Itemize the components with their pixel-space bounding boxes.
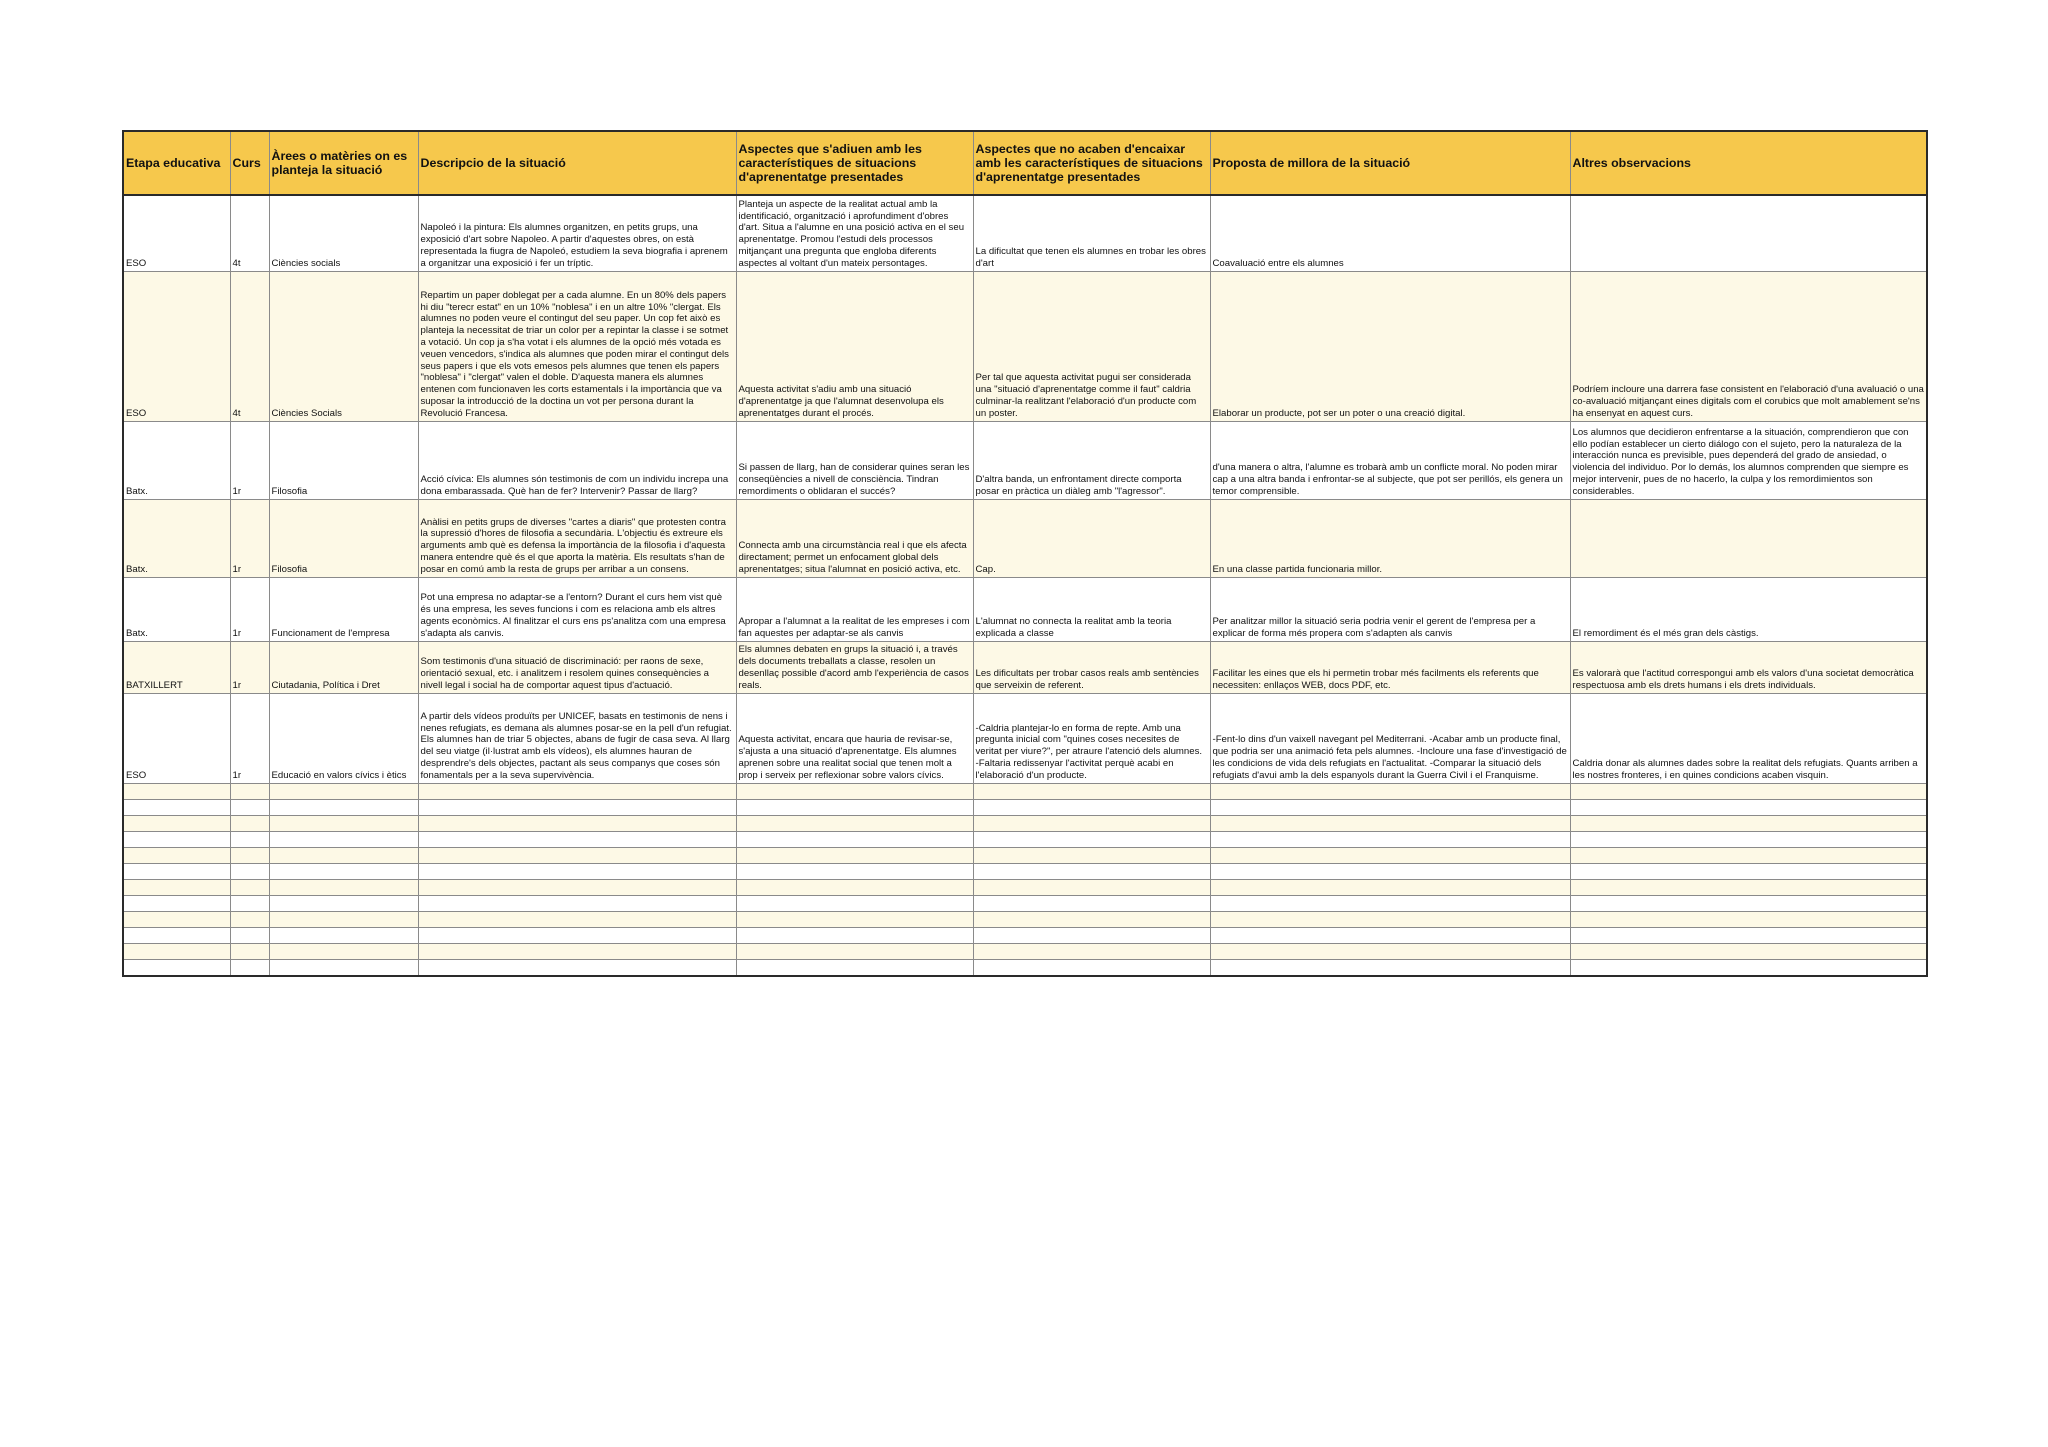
cell-etapa[interactable] [123,499,230,577]
cell-arees[interactable] [269,577,418,641]
empty-cell[interactable] [973,831,1210,847]
cell-text: 1r [232,679,242,691]
table-row [123,499,1927,577]
empty-cell[interactable] [123,911,230,927]
cell-aspectes-adiuen[interactable] [736,421,973,499]
cell-text: Batx. [126,627,148,639]
cell-text: Ciutadania, Política i Dret [271,679,380,691]
cell-text: Les dificultats per trobar casos reals amb sentències que serveixin de referent. [975,667,1199,691]
cell-text: Elaborar un producte, pot ser un poter o una creació digital. [1212,407,1466,419]
cell-text: Es valorarà que l'actitud correspongui amb els valors d'una societat democràtica respectuosa amb els drets humans i els drets individuals. [1572,667,1914,691]
header-altres-observacions: Altres observacions [1570,131,1927,195]
empty-cell[interactable] [973,927,1210,943]
empty-cell[interactable] [269,863,418,879]
empty-cell[interactable] [123,847,230,863]
cell-text: Facilitar les eines que els hi permetin trobar més facilments els referents que necessiten: enllaços WEB, docs PDF, etc. [1212,667,1539,691]
empty-row [123,863,1927,879]
cell-arees[interactable] [269,499,418,577]
cell-curs[interactable] [230,271,269,421]
empty-cell[interactable] [269,927,418,943]
situations-table [122,130,1928,977]
cell-proposta-millora[interactable] [1210,421,1570,499]
cell-aspectes-adiuen[interactable] [736,499,973,577]
header-proposta-millora: Proposta de millora de la situació [1210,131,1570,195]
cell-aspectes-adiuen[interactable] [736,693,973,783]
empty-row [123,895,1927,911]
cell-text: -Fent-lo dins d'un vaixell navegant pel Mediterrani. -Acabar amb un producte final, que podria ser una animació feta pels alumnes. -Incloure una fase d'investigació de les condicions de vida dels refugiats en l'actualitat. -Comparar la situació dels refugiats d'avui amb la dels espanyols durant la Guerra Civil i el Franquisme. [1212,734,1567,781]
cell-text: En una classe partida funcionaria millor. [1212,563,1383,575]
empty-cell[interactable] [973,959,1210,976]
empty-cell[interactable] [1210,831,1570,847]
empty-cell[interactable] [736,959,973,976]
empty-row [123,927,1927,943]
cell-text: Planteja un aspecte de la realitat actual amb la identificació, organització i aprofundiment d'obres d'art. Situa a l'alumne en una posició activa en el seu aprenentatge. Promou l'estudi dels processos mitjançant una pregunta que engloba diferents aspectes al voltant d'un mateix persontages. [738,198,965,269]
cell-descripcio[interactable] [418,641,736,693]
cell-text: Apropar a l'alumnat a la realitat de les empreses i com fan aquestes per adaptar-se als canvis [738,615,970,639]
empty-row [123,799,1927,815]
cell-text: Acció cívica: Els alumnes són testimonis de com un individu increpa una dona embarassada. Què han de fer? Intervenir? Passar de llarg? [420,473,729,497]
cell-curs[interactable] [230,577,269,641]
empty-cell[interactable] [123,943,230,959]
empty-cell[interactable] [123,895,230,911]
empty-cell[interactable] [973,911,1210,927]
cell-text: Pot una empresa no adaptar-se a l'entorn? Durant el curs hem vist què és una empresa, les seves funcions i com es relaciona amb els altres agents econòmics. Al finalitzar el curs ens ps'analitza com una empresa s'adapta als canvis. [420,592,726,639]
cell-etapa[interactable] [123,195,230,271]
empty-cell[interactable] [230,895,269,911]
cell-text: Funcionament de l'empresa [271,627,390,639]
empty-cell[interactable] [123,815,230,831]
empty-cell[interactable] [269,879,418,895]
empty-cell[interactable] [1210,783,1570,799]
empty-cell[interactable] [973,863,1210,879]
cell-etapa[interactable] [123,693,230,783]
header-etapa: Etapa educativa [123,131,230,195]
empty-cell[interactable] [736,879,973,895]
empty-cell[interactable] [123,959,230,976]
empty-cell[interactable] [1210,959,1570,976]
empty-cell[interactable] [418,831,736,847]
cell-etapa[interactable] [123,421,230,499]
cell-text: D'altra banda, un enfrontament directe comporta posar en pràctica un diàleg amb "l'agressor". [975,473,1182,497]
cell-aspectes-no-encaixen[interactable] [973,195,1210,271]
cell-aspectes-no-encaixen[interactable] [973,271,1210,421]
cell-text: Educació en valors cívics i ètics [271,769,407,781]
cell-proposta-millora[interactable] [1210,271,1570,421]
empty-cell[interactable] [1210,863,1570,879]
empty-cell[interactable] [736,863,973,879]
empty-cell[interactable] [736,943,973,959]
cell-text: Cap. [975,563,996,575]
empty-cell[interactable] [973,895,1210,911]
cell-text: 1r [232,563,242,575]
cell-text: La dificultat que tenen els alumnes en trobar les obres d'art [975,245,1206,269]
cell-etapa[interactable] [123,271,230,421]
cell-arees[interactable] [269,271,418,421]
empty-cell[interactable] [230,927,269,943]
empty-cell[interactable] [230,815,269,831]
cell-text: Coavaluació entre els alumnes [1212,257,1344,269]
empty-cell[interactable] [230,799,269,815]
cell-text: Batx. [126,563,148,575]
cell-arees[interactable] [269,421,418,499]
empty-cell[interactable] [1570,895,1927,911]
cell-text: Napoleó i la pintura: Els alumnes organitzen, en petits grups, una exposició d'art sobre Napoleo. A partir d'aquestes obres, on està representada la fiugra de Napoleó, estudiem la seva biografia i aprenem a organitzar una exposició i fer un tríptic. [420,222,728,269]
empty-cell[interactable] [1570,815,1927,831]
empty-cell[interactable] [1210,911,1570,927]
empty-cell[interactable] [230,911,269,927]
cell-altres-observacions[interactable] [1570,641,1927,693]
cell-aspectes-no-encaixen[interactable] [973,641,1210,693]
empty-cell[interactable] [269,959,418,976]
cell-altres-observacions[interactable] [1570,195,1927,271]
cell-proposta-millora[interactable] [1210,195,1570,271]
cell-text: Batx. [126,485,148,497]
empty-cell[interactable] [1210,815,1570,831]
empty-row [123,847,1927,863]
empty-cell[interactable] [418,815,736,831]
empty-cell[interactable] [736,911,973,927]
empty-cell[interactable] [973,815,1210,831]
header-curs: Curs [230,131,269,195]
empty-cell[interactable] [736,847,973,863]
cell-descripcio[interactable] [418,693,736,783]
table-row [123,195,1927,271]
cell-aspectes-no-encaixen[interactable] [973,693,1210,783]
header-aspectes-no-encaixen: Aspectes que no acaben d'encaixar amb les característiques de situacions d'aprenentatge presentades [973,131,1210,195]
empty-cell[interactable] [418,911,736,927]
empty-cell[interactable] [418,943,736,959]
cell-proposta-millora[interactable] [1210,641,1570,693]
cell-text: Filosofia [271,485,308,497]
cell-altres-observacions[interactable] [1570,421,1927,499]
cell-text: Per analitzar millor la situació seria podria venir el gerent de l'empresa per a explicar de forma més propera com s'adapten als canvis [1212,615,1536,639]
cell-descripcio[interactable] [418,421,736,499]
empty-cell[interactable] [269,831,418,847]
cell-altres-observacions[interactable] [1570,577,1927,641]
cell-text: Per tal que aquesta activitat pugui ser considerada una "situació d'aprenentatge comme il faut" caldria culminar-la realitzant l'elaboració d'un producte com un poster. [975,372,1197,419]
empty-cell[interactable] [1210,847,1570,863]
empty-row [123,815,1927,831]
cell-altres-observacions[interactable] [1570,499,1927,577]
empty-row [123,959,1927,976]
header-aspectes-adiuen: Aspectes que s'adiuen amb les característiques de situacions d'aprenentatge presentades [736,131,973,195]
cell-curs[interactable] [230,693,269,783]
empty-cell[interactable] [1570,927,1927,943]
cell-text: Som testimonis d'una situació de discriminació: per raons de sexe, orientació sexual, etc. i analitzem i resolem quines consequències a nivell legal i social ha de comportar aquest tipus d'actuació. [420,656,710,691]
cell-arees[interactable] [269,693,418,783]
cell-etapa[interactable] [123,577,230,641]
cell-text: ESO [126,769,147,781]
cell-text: Podríem incloure una darrera fase consistent en l'elaboració d'una avaluació o una co-avaluació mitjançant eines digitals com el corubics que molt amablement se'ns ha ensenyat en aquest curs. [1572,384,1924,419]
cell-text: El remordiment és el més gran dels càstigs. [1572,627,1759,639]
empty-row [123,879,1927,895]
empty-cell[interactable] [269,847,418,863]
empty-cell[interactable] [736,799,973,815]
cell-text: Repartim un paper doblegat per a cada alumne. En un 80% dels papers hi diu "terecr estat" en un 10% "noblesa" i en un altre 10% "clergat. Els alumnes no poden veure el contingut del seu paper. Un cop fet això es planteja la necessitat de triar un color per a repintar la classe i se sotmet a votació. Un cop ja s'ha votat i els alumnes de la opció més votada es veuen vencedors, s'indica als alumnes que poden mirar el contingut dels seus papers i que els vots emesos pels alumnes que tenen els papers "noblesa" i "clergat" valen el doble. D'aquesta manera els alumnes entenen com funcionaven les corts estamentals i la importància que va suposar la introducció de la doctina un vot per persona durant la Revolució Francesa. [420,289,729,419]
empty-cell[interactable] [230,959,269,976]
empty-cell[interactable] [1570,943,1927,959]
cell-text: Connecta amb una circumstància real i que els afecta directament; permet un enfocament global dels aprenentatges; situa l'alumnat en posició activa, etc. [738,540,967,575]
cell-altres-observacions[interactable] [1570,271,1927,421]
empty-cell[interactable] [1570,911,1927,927]
cell-curs[interactable] [230,421,269,499]
empty-cell[interactable] [1570,847,1927,863]
cell-text: 1r [232,769,242,781]
empty-cell[interactable] [230,831,269,847]
cell-text: ESO [126,407,147,419]
cell-text: Els alumnes debaten en grups la situació i, a través dels documents treballats a classe, resolen un desenllaç possible d'acord amb l'experiència de casos reals. [738,644,969,691]
cell-proposta-millora[interactable] [1210,499,1570,577]
empty-cell[interactable] [230,847,269,863]
empty-cell[interactable] [1570,831,1927,847]
empty-cell[interactable] [230,783,269,799]
cell-aspectes-no-encaixen[interactable] [973,421,1210,499]
cell-aspectes-adiuen[interactable] [736,271,973,421]
empty-cell[interactable] [269,799,418,815]
empty-cell[interactable] [269,783,418,799]
cell-text: 1r [232,485,242,497]
empty-cell[interactable] [1210,927,1570,943]
cell-proposta-millora[interactable] [1210,693,1570,783]
cell-curs[interactable] [230,499,269,577]
empty-cell[interactable] [418,847,736,863]
cell-text: BATXILLERT [126,679,183,691]
empty-cell[interactable] [123,927,230,943]
empty-cell[interactable] [418,895,736,911]
empty-cell[interactable] [973,799,1210,815]
empty-cell[interactable] [418,879,736,895]
cell-arees[interactable] [269,641,418,693]
empty-cell[interactable] [123,863,230,879]
empty-cell[interactable] [736,831,973,847]
empty-cell[interactable] [418,863,736,879]
empty-cell[interactable] [1570,879,1927,895]
cell-text: Ciències socials [271,257,341,269]
empty-cell[interactable] [1210,895,1570,911]
cell-altres-observacions[interactable] [1570,693,1927,783]
cell-curs[interactable] [230,195,269,271]
cell-text: 4t [232,257,241,269]
cell-text: ESO [126,257,147,269]
cell-text: Si passen de llarg, han de considerar quines seran les conseqüències a nivell de consciència. Tindran remordiments o oblidaran el succés? [738,462,970,497]
empty-cell[interactable] [269,815,418,831]
empty-cell[interactable] [123,799,230,815]
cell-curs[interactable] [230,641,269,693]
cell-text: Filosofia [271,563,308,575]
cell-text: -Caldria plantejar-lo en forma de repte. Amb una pregunta inicial com "quines coses necesites de veritat per viure?", per atraure l'atenció dels alumnes. -Faltaria redissenyar l'activitat perquè acabi en l'elaboració d'un producte. [975,722,1203,781]
cell-text: Caldria donar als alumnes dades sobre la realitat dels refugiats. Quants arriben a les nostres fronteres, i en quines condicions acaben visquin. [1572,757,1918,781]
cell-descripcio[interactable] [418,195,736,271]
empty-cell[interactable] [1210,799,1570,815]
cell-aspectes-adiuen[interactable] [736,577,973,641]
cell-text: Aquesta activitat s'adiu amb una situació d'aprenentatge ja que l'alumnat desenvolupa els aprenentatges durant el procés. [738,384,944,419]
empty-cell[interactable] [230,943,269,959]
empty-row [123,783,1927,799]
cell-descripcio[interactable] [418,271,736,421]
empty-cell[interactable] [736,783,973,799]
empty-cell[interactable] [1570,959,1927,976]
header-arees: Àrees o matèries on es planteja la situació [269,131,418,195]
empty-cell[interactable] [418,927,736,943]
empty-cell[interactable] [973,943,1210,959]
header-row [123,131,1927,195]
cell-aspectes-no-encaixen[interactable] [973,499,1210,577]
cell-descripcio[interactable] [418,499,736,577]
table-row [123,693,1927,783]
cell-text: L'alumnat no connecta la realitat amb la teoria explicada a classe [975,615,1172,639]
cell-text: 1r [232,627,242,639]
empty-cell[interactable] [269,943,418,959]
empty-cell[interactable] [269,911,418,927]
empty-cell[interactable] [736,815,973,831]
table-row [123,421,1927,499]
cell-text: Los alumnos que decidieron enfrentarse a la situación, comprendieron que con ello podían establecer un cierto diálogo con el sujeto, pero la naturaleza de la interacción nunca es previsible, pues dependerá del grado de ansiedad, o violencia del individuo. Por lo demás, los alumnos comprenden que siempre es mejor intervenir, pues de no hacerlo, la culpa y los remordimientos son considerables. [1572,426,1909,497]
cell-text: Aquesta activitat, encara que hauria de revisar-se, s'ajusta a una situació d'aprenentatge. Els alumnes aprenen sobre una realitat social que tenen molt a prop i serveix per reflexionar sobre valors cívics. [738,734,957,781]
table-row [123,641,1927,693]
cell-aspectes-adiuen[interactable] [736,641,973,693]
cell-aspectes-no-encaixen[interactable] [973,577,1210,641]
empty-cell[interactable] [1210,879,1570,895]
table-row [123,271,1927,421]
empty-row [123,911,1927,927]
cell-arees[interactable] [269,195,418,271]
cell-etapa[interactable] [123,641,230,693]
cell-text: Ciències Socials [271,407,342,419]
empty-cell[interactable] [736,895,973,911]
empty-cell[interactable] [418,959,736,976]
empty-cell[interactable] [1570,863,1927,879]
empty-cell[interactable] [123,879,230,895]
cell-text: A partir dels vídeos produïts per UNICEF, basats en testimonis de nens i nenes refugiats, es demana als alumnes posar-se en la pell d'un refugiat. Els alumnes han de triar 5 objectes, abans de fugir de casa seva. Al llarg del seu viatge (il·lustrat amb els vídeos), els alumnes hauran de desprendre's dels objectes, pactant als seus companys que coses són fonamentals per a la seva supervivència. [420,710,732,781]
empty-cell[interactable] [418,799,736,815]
empty-cell[interactable] [123,783,230,799]
empty-cell[interactable] [973,847,1210,863]
cell-text: d'una manera o altra, l'alumne es trobarà amb un conflicte moral. No poden mirar cap a una altra banda i enfrontar-se al subjecte, que pot ser perillós, els genera un temor comprensible. [1212,462,1563,497]
empty-cell[interactable] [230,863,269,879]
empty-row [123,943,1927,959]
empty-cell[interactable] [269,895,418,911]
empty-cell[interactable] [736,927,973,943]
empty-cell[interactable] [973,783,1210,799]
empty-cell[interactable] [1210,943,1570,959]
cell-text: 4t [232,407,241,419]
cell-proposta-millora[interactable] [1210,577,1570,641]
table-row [123,577,1927,641]
empty-cell[interactable] [123,831,230,847]
header-descripcio: Descripcio de la situació [418,131,736,195]
cell-descripcio[interactable] [418,577,736,641]
empty-cell[interactable] [230,879,269,895]
cell-text: Anàlisi en petits grups de diverses "cartes a diaris" que protesten contra la supressió d'hores de filosofia a secundària. L'objectiu és extreure els arguments amb què es defensa la importància de la filosofia i d'aquesta manera entendre què és el que aporta la matèria. Els resultats s'han de posar en comú amb la resta de grups per arribar a un consens. [420,516,726,575]
cell-aspectes-adiuen[interactable] [736,195,973,271]
empty-row [123,831,1927,847]
empty-cell[interactable] [1570,799,1927,815]
empty-cell[interactable] [418,783,736,799]
empty-cell[interactable] [973,879,1210,895]
empty-cell[interactable] [1570,783,1927,799]
